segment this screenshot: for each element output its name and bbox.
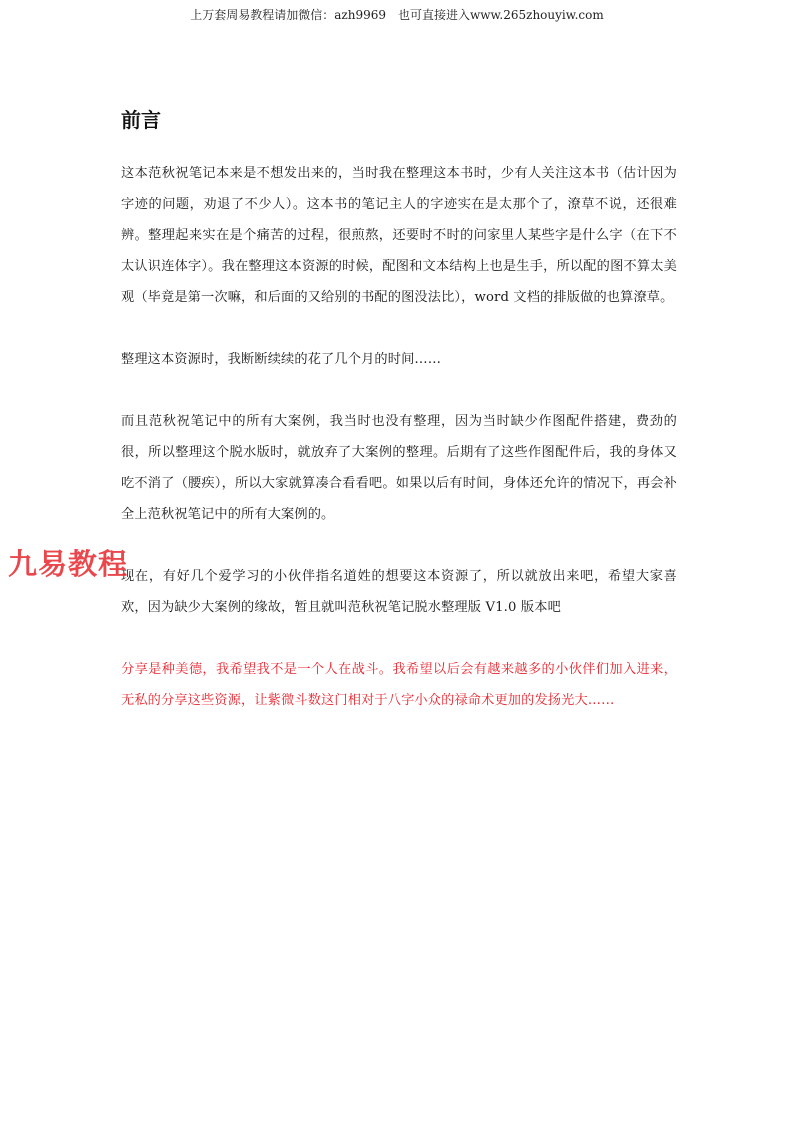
highlight-paragraph: 分享是种美德，我希望我不是一个人在战斗。我希望以后会有越来越多的小伙伴们加入进来，无私的分享这些资源，让紫微斗数这门相对于八字小众的禄命术更加的发扬光大…… xyxy=(121,662,677,708)
paragraph-2: 整理这本资源时，我断断续续的花了几个月的时间…… xyxy=(121,352,442,367)
paragraph-1: 这本范秋祝笔记本来是不想发出来的，当时我在整理这本书时，少有人关注这本书（估计因为字迹的问题，劝退了不少人）。这本书的笔记主人的字迹实在是太那个了，潦草不说，还很难辨。整理起来实在是个痛苦的过程，很煎熬，还要时不时的问家里人某些字是什么字（在下不太认识连体字）。我在整理这本资源的时候，配图和文本结构上也是生手，所以配的图不算太美观（毕竟是第一次嘛，和后面的又给别的书配的图没法比），word 文档的排版做的也算潦草。 xyxy=(121,166,677,305)
page-header xyxy=(0,6,794,23)
page-title: 前言 xyxy=(121,108,161,132)
header-contact-text: 上万套周易教程请加微信：azh9969 xyxy=(190,8,387,22)
paragraph-4: 现在，有好几个爱学习的小伙伴指名道姓的想要这本资源了，所以就放出来吧，希望大家喜欢，因为缺少大案例的缘故，暂且就叫范秋祝笔记脱水整理版 V1.0 版本吧 xyxy=(121,569,677,615)
watermark-logo: 九易教程 xyxy=(8,547,129,581)
document-body xyxy=(121,158,677,747)
header-website-text: 也可直接进入www.265zhouyiw.com xyxy=(398,8,604,22)
paragraph-3: 而且范秋祝笔记中的所有大案例，我当时也没有整理，因为当时缺少作图配件搭建，费劲的很，所以整理这个脱水版时，就放弃了大案例的整理。后期有了这些作图配件后，我的身体又吃不消了（腰疾），所以大家就算凑合看看吧。如果以后有时间，身体还允许的情况下，再会补全上范秋祝笔记中的所有大案例的。 xyxy=(121,414,677,522)
